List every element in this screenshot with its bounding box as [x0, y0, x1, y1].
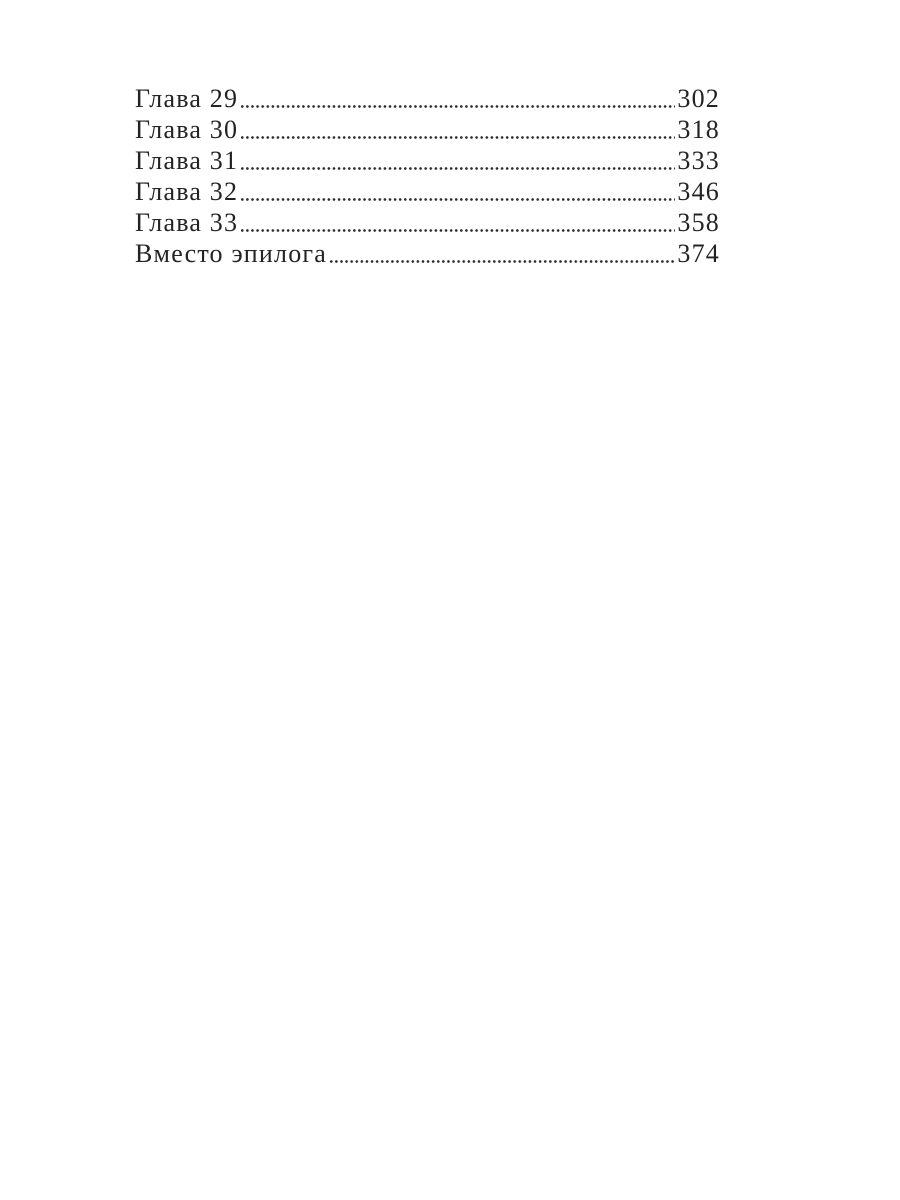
- toc-entry: [135, 145, 720, 176]
- dot-leader: [330, 260, 675, 263]
- toc-entry-page-number: 302: [677, 84, 720, 113]
- toc-entry-label: Вместо эпилога: [135, 239, 328, 268]
- toc-entry-page-number: 374: [677, 239, 720, 268]
- toc-entry-page-number: 333: [677, 146, 720, 175]
- toc-entry-label: Глава 30: [135, 115, 239, 144]
- toc-entry-page-number: 346: [677, 177, 720, 206]
- dot-leader: [241, 105, 675, 108]
- toc-entry-label: Глава 29: [135, 84, 239, 113]
- toc-entry: [135, 207, 720, 238]
- toc-entry-page-number: 358: [677, 208, 720, 237]
- toc-entry-label: Глава 31: [135, 146, 239, 175]
- toc-entry-label: Глава 33: [135, 208, 239, 237]
- toc-entry: [135, 238, 720, 269]
- toc-entry: [135, 176, 720, 207]
- toc-entry-label: Глава 32: [135, 177, 239, 206]
- dot-leader: [241, 198, 675, 201]
- dot-leader: [241, 229, 675, 232]
- dot-leader: [241, 136, 675, 139]
- toc-entry: [135, 114, 720, 145]
- toc-entry: [135, 83, 720, 114]
- dot-leader: [241, 167, 675, 170]
- toc-entry-page-number: 318: [677, 115, 720, 144]
- table-of-contents: [135, 83, 720, 269]
